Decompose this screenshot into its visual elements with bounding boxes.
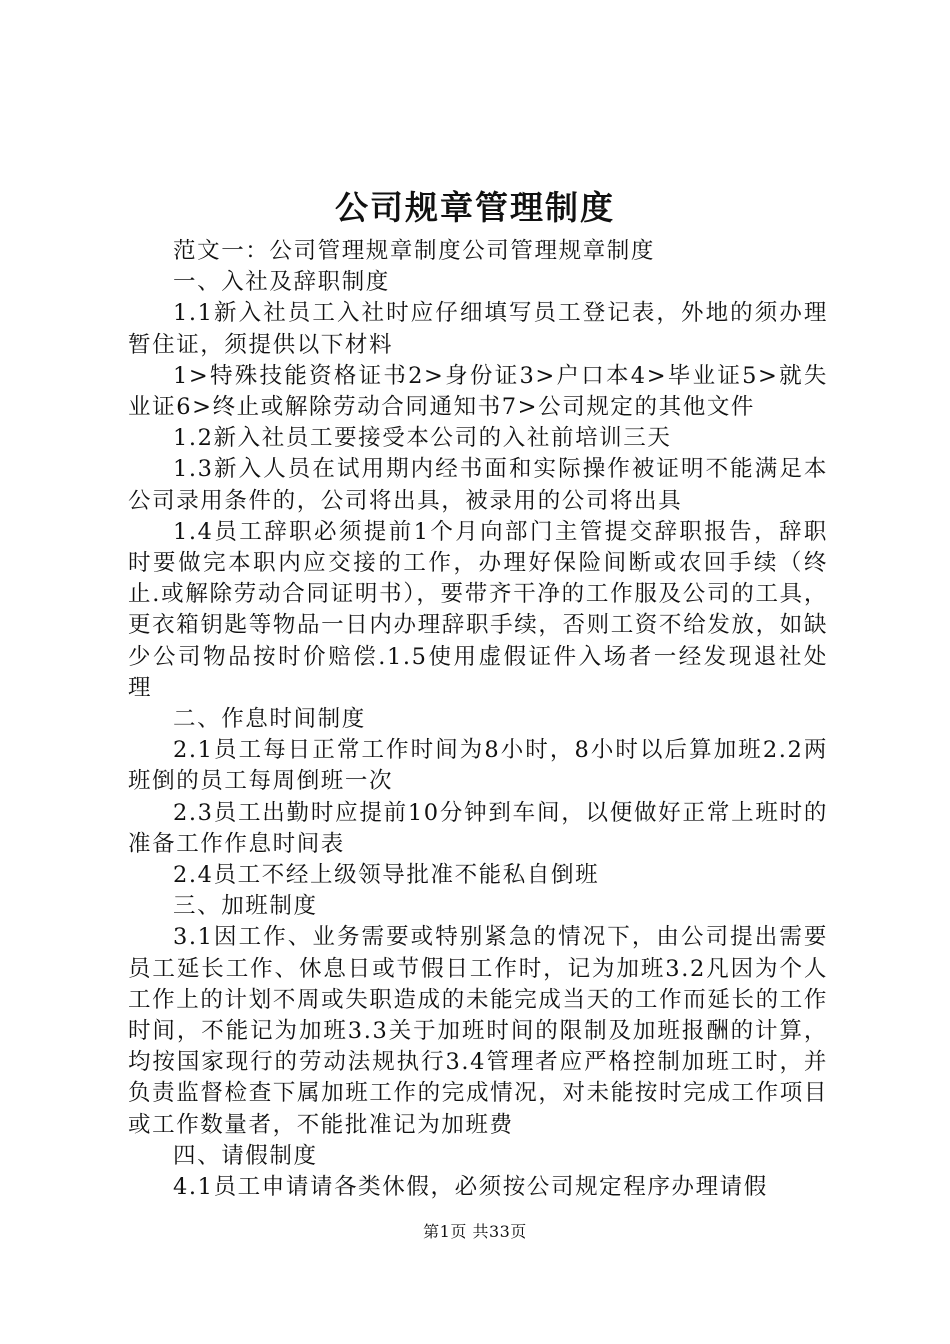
paragraph-2-3: 2.3员工出勤时应提前10分钟到车间，以便做好正常上班时的准备工作作息时间表 — [128, 799, 828, 857]
section-heading-4: 四、请假制度 — [173, 1142, 318, 1169]
section-heading-2: 二、作息时间制度 — [173, 706, 366, 733]
section-heading-1: 一、入社及辞职制度 — [173, 269, 390, 296]
document-body — [128, 236, 828, 1203]
paragraph-materials-list: 1>特殊技能资格证书2>身份证3>户口本4>毕业证5>就失业证6>终止或解除劳动合同通知书7>公司规定的其他文件 — [128, 362, 828, 421]
page-number: 第1页 共33页 — [423, 1222, 527, 1241]
paragraph-1-2: 1.2新入社员工要接受本公司的入社前培训三天 — [173, 425, 672, 452]
paragraph-1-1: 1.1新入社员工入社时应仔细填写员工登记表，外地的须办理暂住证，须提供以下材料 — [128, 300, 828, 358]
paragraph-intro: 范文一：公司管理规章制度公司管理规章制度 — [173, 238, 656, 264]
paragraph-3-1: 3.1因工作、业务需要或特别紧急的情况下，由公司提出需要员工延长工作、休息日或节假日工作时，记为加班3.2凡因为个人工作上的计划不周或失职造成的未能完成当天的工作而延长的工作时间，不能记为加班3.3关于加班时间的限制及加班报酬的计算，均按国家现行的劳动法规执行3.4管理者应严格控制加班工时，并负责监督检查下属加班工作的完成情况，对未能按时完成工作项目或工作数量者，不能批准记为加班费 — [128, 924, 828, 1138]
paragraph-2-4: 2.4员工不经上级领导批准不能私自倒班 — [173, 862, 600, 889]
paragraph-4-1: 4.1员工申请请各类休假，必须按公司规定程序办理请假 — [173, 1174, 768, 1201]
paragraph-1-4: 1.4员工辞职必须提前1个月向部门主管提交辞职报告，辞职时要做完本职内应交接的工作，办理好保险间断或农回手续（终止.或解除劳动合同证明书），要带齐干净的工作服及公司的工具，更衣箱钥匙等物品一日内办理辞职手续，否则工资不给发放，如缺少公司物品按时价赔偿.1.5使用虚假证件入场者一经发现退社处理 — [128, 518, 828, 701]
paragraph-1-3: 1.3新入人员在试用期内经书面和实际操作被证明不能满足本公司录用条件的，公司将出具，被录用的公司将出具 — [128, 456, 828, 514]
document-title: 公司规章管理制度 — [335, 188, 615, 227]
section-heading-3: 三、加班制度 — [173, 893, 318, 920]
paragraph-2-1: 2.1员工每日正常工作时间为8小时，8小时以后算加班2.2两班倒的员工每周倒班一次 — [128, 737, 828, 795]
